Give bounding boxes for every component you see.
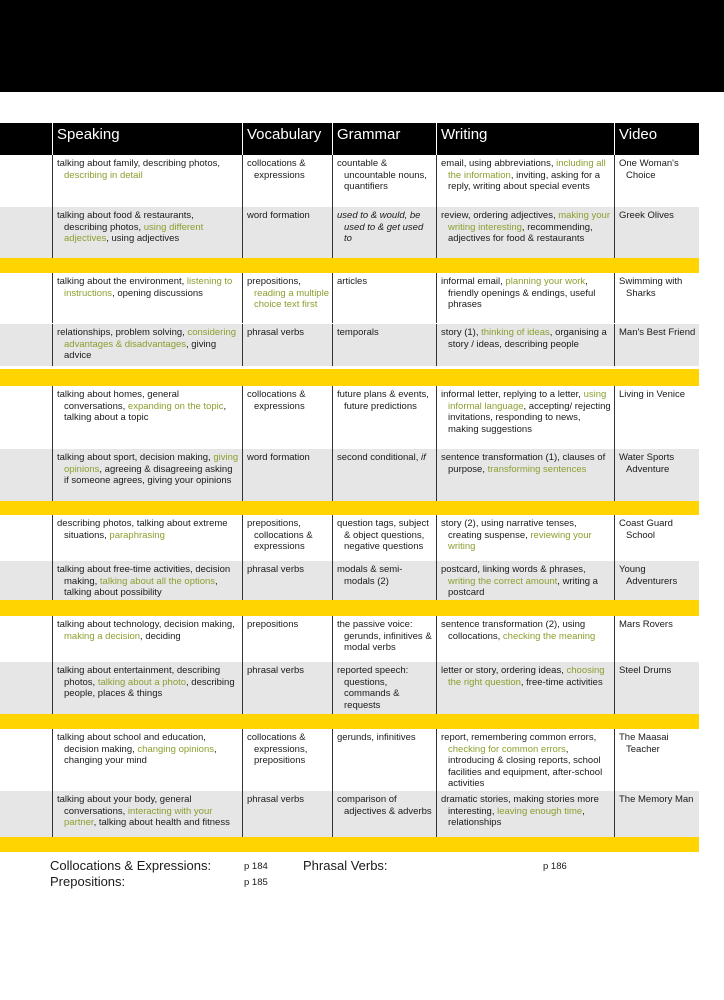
- grammar-text: [337, 665, 433, 711]
- speaking-text: [57, 732, 239, 767]
- grammar-text: [337, 158, 433, 193]
- text-segment: , accepting/ rejecting invitations, responding to news, making suggestions: [448, 400, 611, 435]
- vocabulary-text: [247, 452, 329, 464]
- skill-highlight: choosing the right question: [448, 665, 605, 688]
- text-segment: collocations & expressions: [247, 389, 306, 412]
- skill-highlight: thinking of ideas: [481, 327, 550, 338]
- skill-highlight: listening to instructions: [64, 276, 233, 299]
- video-cell: [614, 515, 699, 561]
- table-header: [0, 123, 699, 155]
- text-segment: sentence transformation (2), using collocations,: [441, 619, 586, 642]
- video-text: [619, 389, 696, 401]
- text-segment: articles: [337, 276, 368, 287]
- video-cell: [614, 616, 699, 662]
- grammar-text: [337, 389, 433, 412]
- footer-prepositions-label: Prepositions:: [50, 874, 126, 889]
- speaking-cell: [52, 207, 242, 258]
- text-segment: question tags, subject & object questions, negative questions: [337, 518, 429, 552]
- text-segment: , introducing & closing reports, school facilities and equipment, after-school activities: [448, 743, 603, 789]
- writing-cell: [436, 616, 614, 662]
- text-segment: , opening discussions: [112, 287, 203, 299]
- grammar-text: [337, 210, 433, 245]
- speaking-cell: [52, 561, 242, 600]
- text-segment: Man's Best Friend: [619, 327, 696, 338]
- text-segment: Steel Drums: [619, 665, 672, 676]
- writing-cell: [436, 155, 614, 207]
- skill-highlight: talking about a photo: [97, 676, 187, 688]
- text-segment: email, using abbreviations,: [441, 158, 557, 169]
- speaking-text: [57, 452, 239, 487]
- unit-separator-bar: [0, 837, 699, 852]
- text-segment: collocations & expressions: [247, 158, 306, 181]
- speaking-cell: [52, 662, 242, 715]
- footer-prepositions-page: p 185: [244, 877, 268, 888]
- text-segment: Coast Guard School: [619, 518, 673, 541]
- speaking-cell: [52, 386, 242, 449]
- grammar-text: [337, 732, 433, 744]
- vocabulary-cell: [242, 155, 332, 207]
- vocabulary-text: [247, 389, 329, 412]
- text-segment: , free-time activities: [520, 676, 603, 688]
- skill-highlight: reading a multiple choice text first: [254, 287, 329, 310]
- speaking-text: [57, 327, 239, 362]
- vocabulary-cell: [242, 515, 332, 561]
- text-segment: future plans & events, future predictions: [337, 389, 429, 412]
- text-segment: , inviting, asking for a reply, writing about special events: [448, 169, 601, 192]
- text-segment: , giving advice: [64, 338, 217, 361]
- grammar-cell: [332, 207, 436, 258]
- writing-text: [441, 210, 611, 245]
- writing-cell: [436, 207, 614, 258]
- vocabulary-text: [247, 794, 329, 806]
- writing-text: [441, 518, 611, 553]
- text-segment: talking about family, describing photos,: [57, 158, 220, 169]
- speaking-cell: [52, 791, 242, 837]
- grammar-cell: [332, 616, 436, 662]
- speaking-text: [57, 619, 239, 642]
- writing-text: [441, 619, 611, 642]
- vocabulary-cell: [242, 273, 332, 323]
- text-segment: talking about the environment,: [57, 276, 187, 287]
- skill-highlight: planning your work: [505, 276, 586, 287]
- grammar-text: [337, 619, 433, 654]
- video-text: [619, 276, 696, 299]
- text-segment: talking about school and education, decision making,: [57, 732, 206, 755]
- text-segment: talking about food & restaurants, describing photos,: [57, 210, 194, 233]
- writing-cell: [436, 449, 614, 501]
- speaking-cell: [52, 273, 242, 323]
- speaking-text: [57, 794, 239, 829]
- writing-cell: [436, 729, 614, 791]
- table-row: [0, 324, 699, 366]
- vocabulary-text: [247, 210, 329, 222]
- table-row: [0, 273, 699, 323]
- writing-text: [441, 158, 611, 193]
- writing-text: [441, 327, 611, 350]
- video-text: [619, 732, 696, 755]
- text-segment: letter or story, ordering ideas,: [441, 665, 567, 676]
- writing-text: [441, 665, 611, 688]
- text-segment: countable & uncountable nouns, quantifiers: [337, 158, 427, 192]
- text-segment: The Maasai Teacher: [619, 732, 669, 755]
- video-cell: [614, 273, 699, 323]
- video-text: [619, 518, 696, 541]
- text-segment: postcard, linking words & phrases,: [441, 564, 586, 575]
- video-text: [619, 210, 696, 222]
- video-cell: [614, 386, 699, 449]
- grammar-cell: [332, 729, 436, 791]
- video-cell: [614, 449, 699, 501]
- skill-highlight: checking the meaning: [502, 630, 596, 642]
- skill-highlight: changing opinions: [137, 743, 214, 755]
- text-segment: , talking about a topic: [64, 400, 227, 423]
- text-segment: One Woman's Choice: [619, 158, 679, 181]
- skill-highlight: writing the correct amount: [448, 575, 558, 587]
- text-segment: gerunds, infinitives: [337, 732, 416, 743]
- header-speaking: Speaking: [52, 123, 242, 155]
- grammar-cell: [332, 515, 436, 561]
- vocabulary-text: [247, 665, 329, 677]
- vocabulary-text: [247, 158, 329, 181]
- text-segment: prepositions, collocations & expressions: [247, 518, 313, 552]
- speaking-text: [57, 389, 239, 424]
- text-segment: word formation: [247, 210, 310, 221]
- grammar-text: [337, 276, 433, 288]
- unit-separator-bar: [0, 714, 699, 729]
- text-segment: , using adjectives: [106, 233, 180, 244]
- speaking-text: [57, 276, 239, 299]
- grammar-cell: [332, 324, 436, 366]
- text-segment: informal email,: [441, 276, 506, 287]
- text-segment: word formation: [247, 452, 310, 463]
- video-text: [619, 665, 696, 677]
- skill-highlight: making your writing interesting: [448, 210, 610, 233]
- vocabulary-cell: [242, 791, 332, 837]
- vocabulary-text: [247, 327, 329, 339]
- table-row: [0, 386, 699, 449]
- vocabulary-text: [247, 732, 329, 767]
- vocabulary-cell: [242, 616, 332, 662]
- text-segment: the passive voice: gerunds, infinitives & modal verbs: [337, 619, 432, 653]
- header-writing: Writing: [436, 123, 614, 155]
- video-cell: [614, 729, 699, 791]
- table-row: [0, 616, 699, 662]
- grammar-cell: [332, 791, 436, 837]
- vocabulary-cell: [242, 729, 332, 791]
- unit-separator-bar: [0, 258, 699, 273]
- skill-highlight: giving opinions: [64, 452, 239, 475]
- speaking-cell: [52, 616, 242, 662]
- video-text: [619, 564, 696, 587]
- video-cell: [614, 791, 699, 837]
- text-segment: collocations & expressions, prepositions: [247, 732, 308, 766]
- video-cell: [614, 207, 699, 258]
- speaking-cell: [52, 324, 242, 366]
- text-segment: Water Sports Adventure: [619, 452, 675, 475]
- text-segment: , talking about possibility: [64, 575, 218, 598]
- top-black-band: [0, 0, 724, 92]
- header-grammar: Grammar: [332, 123, 436, 155]
- vocabulary-cell: [242, 662, 332, 715]
- grammar-text: [337, 452, 433, 464]
- speaking-text: [57, 210, 239, 245]
- grammar-text: [337, 327, 433, 339]
- skill-highlight: talking about all the options: [99, 575, 216, 587]
- grammar-cell: [332, 662, 436, 715]
- table-row: [0, 155, 699, 207]
- writing-text: [441, 389, 611, 435]
- speaking-cell: [52, 449, 242, 501]
- text-segment: phrasal verbs: [247, 665, 305, 676]
- skill-highlight: using different adjectives: [64, 221, 204, 244]
- writing-cell: [436, 324, 614, 366]
- text-segment: sentence transformation (1), clauses of purpose,: [441, 452, 606, 475]
- skill-highlight: reviewing your writing: [448, 529, 592, 552]
- writing-cell: [436, 561, 614, 600]
- footer-collocations-label: Collocations & Expressions:: [50, 858, 212, 873]
- footer-collocations-page: p 184: [244, 861, 268, 872]
- header-vocabulary: Vocabulary: [242, 123, 332, 155]
- text-segment: Living in Venice: [619, 389, 686, 400]
- text-segment: , writing a postcard: [448, 575, 598, 598]
- unit-separator-bar: [0, 600, 699, 616]
- video-cell: [614, 324, 699, 366]
- writing-cell: [436, 386, 614, 449]
- video-text: [619, 619, 696, 631]
- grammar-cell: [332, 561, 436, 600]
- text-segment: , relationships: [448, 805, 585, 828]
- text-segment: if: [420, 452, 426, 463]
- speaking-text: [57, 564, 239, 599]
- text-segment: talking about your body, general conversations,: [57, 794, 192, 817]
- text-segment: story (1),: [441, 327, 482, 338]
- vocabulary-text: [247, 564, 329, 576]
- skill-highlight: transforming sentences: [487, 463, 587, 475]
- unit-separator-bar: [0, 501, 699, 515]
- footer-phrasal-label: Phrasal Verbs:: [303, 858, 388, 873]
- vocabulary-text: [247, 518, 329, 553]
- writing-cell: [436, 791, 614, 837]
- text-segment: Swimming with Sharks: [619, 276, 683, 299]
- text-segment: prepositions: [247, 619, 299, 630]
- writing-cell: [436, 515, 614, 561]
- footer-phrasal-page: p 186: [543, 861, 567, 872]
- text-segment: The Memory Man: [619, 794, 694, 805]
- text-segment: describing photos, talking about extreme situations,: [57, 518, 228, 541]
- speaking-text: [57, 518, 239, 541]
- text-segment: , agreeing & disagreeing asking if someone agrees, giving your opinions: [64, 463, 233, 486]
- vocabulary-cell: [242, 386, 332, 449]
- skill-highlight: paraphrasing: [109, 529, 165, 541]
- text-segment: relationships, problem solving,: [57, 327, 188, 338]
- writing-text: [441, 564, 611, 599]
- vocabulary-text: [247, 619, 329, 631]
- video-text: [619, 158, 696, 181]
- vocabulary-cell: [242, 561, 332, 600]
- header-video: Video: [614, 123, 699, 155]
- text-segment: comparison of adjectives & adverbs: [337, 794, 432, 817]
- skill-highlight: checking for common errors: [448, 743, 566, 755]
- text-segment: story (2), using narrative tenses, creating suspense,: [441, 518, 577, 541]
- text-segment: phrasal verbs: [247, 327, 305, 338]
- vocabulary-text: [247, 276, 329, 311]
- text-segment: Mars Rovers: [619, 619, 673, 630]
- table-row: [0, 449, 699, 501]
- skill-highlight: interacting with your partner: [64, 805, 213, 828]
- text-segment: Young Adventurers: [619, 564, 678, 587]
- skill-highlight: describing in detail: [64, 169, 143, 181]
- skill-highlight: making a decision: [64, 630, 141, 642]
- grammar-text: [337, 794, 433, 817]
- text-segment: talking about homes, general conversations,: [57, 389, 179, 412]
- skill-highlight: leaving enough time: [497, 805, 583, 817]
- skill-highlight: expanding on the topic: [127, 400, 224, 412]
- text-segment: prepositions,: [247, 276, 301, 287]
- video-cell: [614, 561, 699, 600]
- writing-cell: [436, 273, 614, 323]
- grammar-cell: [332, 155, 436, 207]
- grammar-cell: [332, 386, 436, 449]
- grammar-cell: [332, 449, 436, 501]
- video-text: [619, 452, 696, 475]
- unit-separator-bar: [0, 369, 699, 386]
- skill-highlight: considering advantages & disadvantages: [64, 327, 237, 350]
- video-cell: [614, 662, 699, 715]
- text-segment: informal letter, replying to a letter,: [441, 389, 584, 400]
- text-segment: dramatic stories, making stories more interesting,: [441, 794, 599, 817]
- text-segment: modals & semi-modals (2): [337, 564, 403, 587]
- text-segment: talking about technology, decision making,: [57, 619, 235, 630]
- text-segment: review, ordering adjectives,: [441, 210, 559, 221]
- skill-highlight: using informal language: [448, 389, 607, 412]
- grammar-cell: [332, 273, 436, 323]
- text-segment: report, remembering common errors,: [441, 732, 597, 743]
- text-segment: used to & would, be used to & get used to: [337, 210, 424, 244]
- writing-text: [441, 452, 611, 475]
- text-segment: , recommending, adjectives for food & restaurants: [448, 221, 593, 244]
- text-segment: , describing people, places & things: [64, 676, 235, 699]
- text-segment: , organising a story / ideas, describing people: [448, 327, 607, 350]
- vocabulary-cell: [242, 449, 332, 501]
- speaking-cell: [52, 729, 242, 791]
- speaking-cell: [52, 155, 242, 207]
- vocabulary-cell: [242, 207, 332, 258]
- text-segment: phrasal verbs: [247, 564, 305, 575]
- video-text: [619, 794, 696, 806]
- video-cell: [614, 155, 699, 207]
- table-row: [0, 729, 699, 791]
- text-segment: , deciding: [140, 630, 181, 642]
- table-row: [0, 207, 699, 258]
- vocabulary-cell: [242, 324, 332, 366]
- speaking-cell: [52, 515, 242, 561]
- speaking-text: [57, 158, 239, 181]
- grammar-text: [337, 518, 433, 553]
- text-segment: talking about free-time activities, decision making,: [57, 564, 231, 587]
- text-segment: , changing your mind: [64, 743, 217, 766]
- table-row: [0, 791, 699, 837]
- text-segment: Greek Olives: [619, 210, 674, 221]
- text-segment: , talking about health and fitness: [93, 817, 230, 828]
- text-segment: talking about entertainment, describing photos,: [57, 665, 221, 688]
- text-segment: reported speech: questions, commands & requests: [337, 665, 409, 711]
- text-segment: phrasal verbs: [247, 794, 305, 805]
- writing-text: [441, 276, 611, 311]
- grammar-text: [337, 564, 433, 587]
- table-row: [0, 662, 699, 715]
- text-segment: temporals: [337, 327, 379, 338]
- writing-text: [441, 732, 611, 790]
- text-segment: , friendly openings & endings, useful phrases: [448, 276, 596, 310]
- speaking-text: [57, 665, 239, 700]
- writing-text: [441, 794, 611, 829]
- table-row: [0, 515, 699, 561]
- writing-cell: [436, 662, 614, 715]
- table-row: [0, 561, 699, 600]
- video-text: [619, 327, 696, 339]
- text-segment: second conditional,: [337, 452, 421, 463]
- skill-highlight: including all the information: [448, 158, 606, 181]
- text-segment: talking about sport, decision making,: [57, 452, 214, 463]
